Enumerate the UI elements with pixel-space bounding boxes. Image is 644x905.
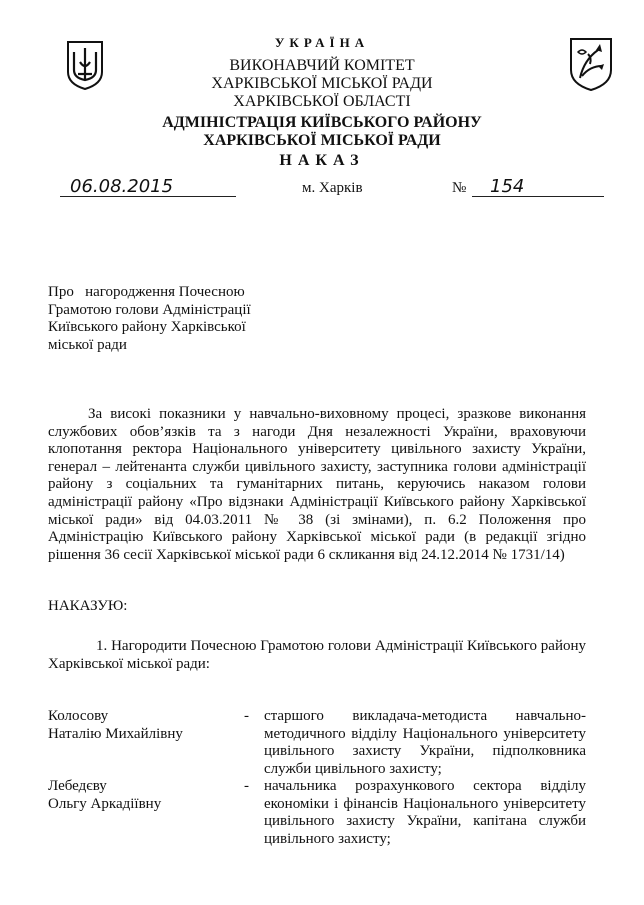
number-underline <box>472 196 604 197</box>
admin-line-1: АДМІНІСТРАЦІЯ КИЇВСЬКОГО РАЙОНУ <box>162 114 482 131</box>
awardee-name <box>48 708 238 743</box>
executive-committee <box>0 57 644 111</box>
document-type: НАКАЗ <box>279 152 365 169</box>
city-label: м. Харків <box>302 180 363 196</box>
awardee-name <box>48 778 238 813</box>
order-date: 06.08.2015 <box>70 176 174 197</box>
preamble-paragraph: За високі показники у навчально-виховному процесі, зразкове виконання службових обов’язків та з нагоди Дня незалежності України, враховуючи клопотання ректора Національного університету цивільного захисту України, генерал – лейтенанта служби цивільного захисту, заступника голови адміністрації району з соціальних та гуманітарних питань, керуючись наказом голови адміністрації району «Про відзнаки Адміністрації Київського району Харківської міської ради» від 04.03.2011 № 38 (зі змінами), п. 6.2 Положення про Адміністрацію Київського району Харківської міської ради (в редакції згідно рішення 36 сесії Харківської міської ради 6 скликання від 24.12.2014 № 1731/14) <box>48 406 586 563</box>
subject-line-4: міської ради <box>48 336 127 353</box>
awardee-surname: Колосову <box>48 708 109 724</box>
awardee-description: начальника розрахункового сектора відділу економіки і фінансів Національного університету цивільного захисту України, капітана служби цивільного захисту; <box>264 778 586 847</box>
exec-line-1: ВИКОНАВЧИЙ КОМІТЕТ <box>229 57 415 74</box>
subject-line-3: Київського району Харківської <box>48 319 246 335</box>
number-label: № <box>452 180 467 196</box>
subject-line-2: Грамотою голови Адміністрації <box>48 301 251 318</box>
awardee-dash: - <box>244 708 249 724</box>
order-item-1: 1. Нагородити Почесною Грамотою голови Адміністрації Київського району Харківської міської ради: <box>48 638 586 672</box>
order-number: 154 <box>490 176 525 197</box>
awardee-given-names: Ольгу Аркадіївну <box>48 795 162 812</box>
awardee-given-names: Наталію Михайлівну <box>48 725 183 742</box>
subject-line-1: Про нагородження Почесною <box>48 284 245 300</box>
awardee-description: старшого викладача-методиста навчально-методичного відділу Національного університету цивільного захисту України, підполковника служби цивільного захисту; <box>264 708 586 777</box>
exec-line-3: ХАРКІВСЬКОЇ ОБЛАСТІ <box>233 93 411 110</box>
country-name: УКРАЇНА <box>274 35 370 50</box>
administration-title <box>0 114 644 150</box>
admin-line-2: ХАРКІВСЬКОЇ МІСЬКОЇ РАДИ <box>203 132 441 149</box>
order-subject <box>48 284 288 354</box>
awardee-dash: - <box>244 778 249 794</box>
order-word: НАКАЗУЮ: <box>48 598 128 614</box>
awardee-surname: Лебедєву <box>48 778 107 794</box>
date-underline <box>60 196 236 197</box>
exec-line-2: ХАРКІВСЬКОЇ МІСЬКОЇ РАДИ <box>211 75 433 92</box>
